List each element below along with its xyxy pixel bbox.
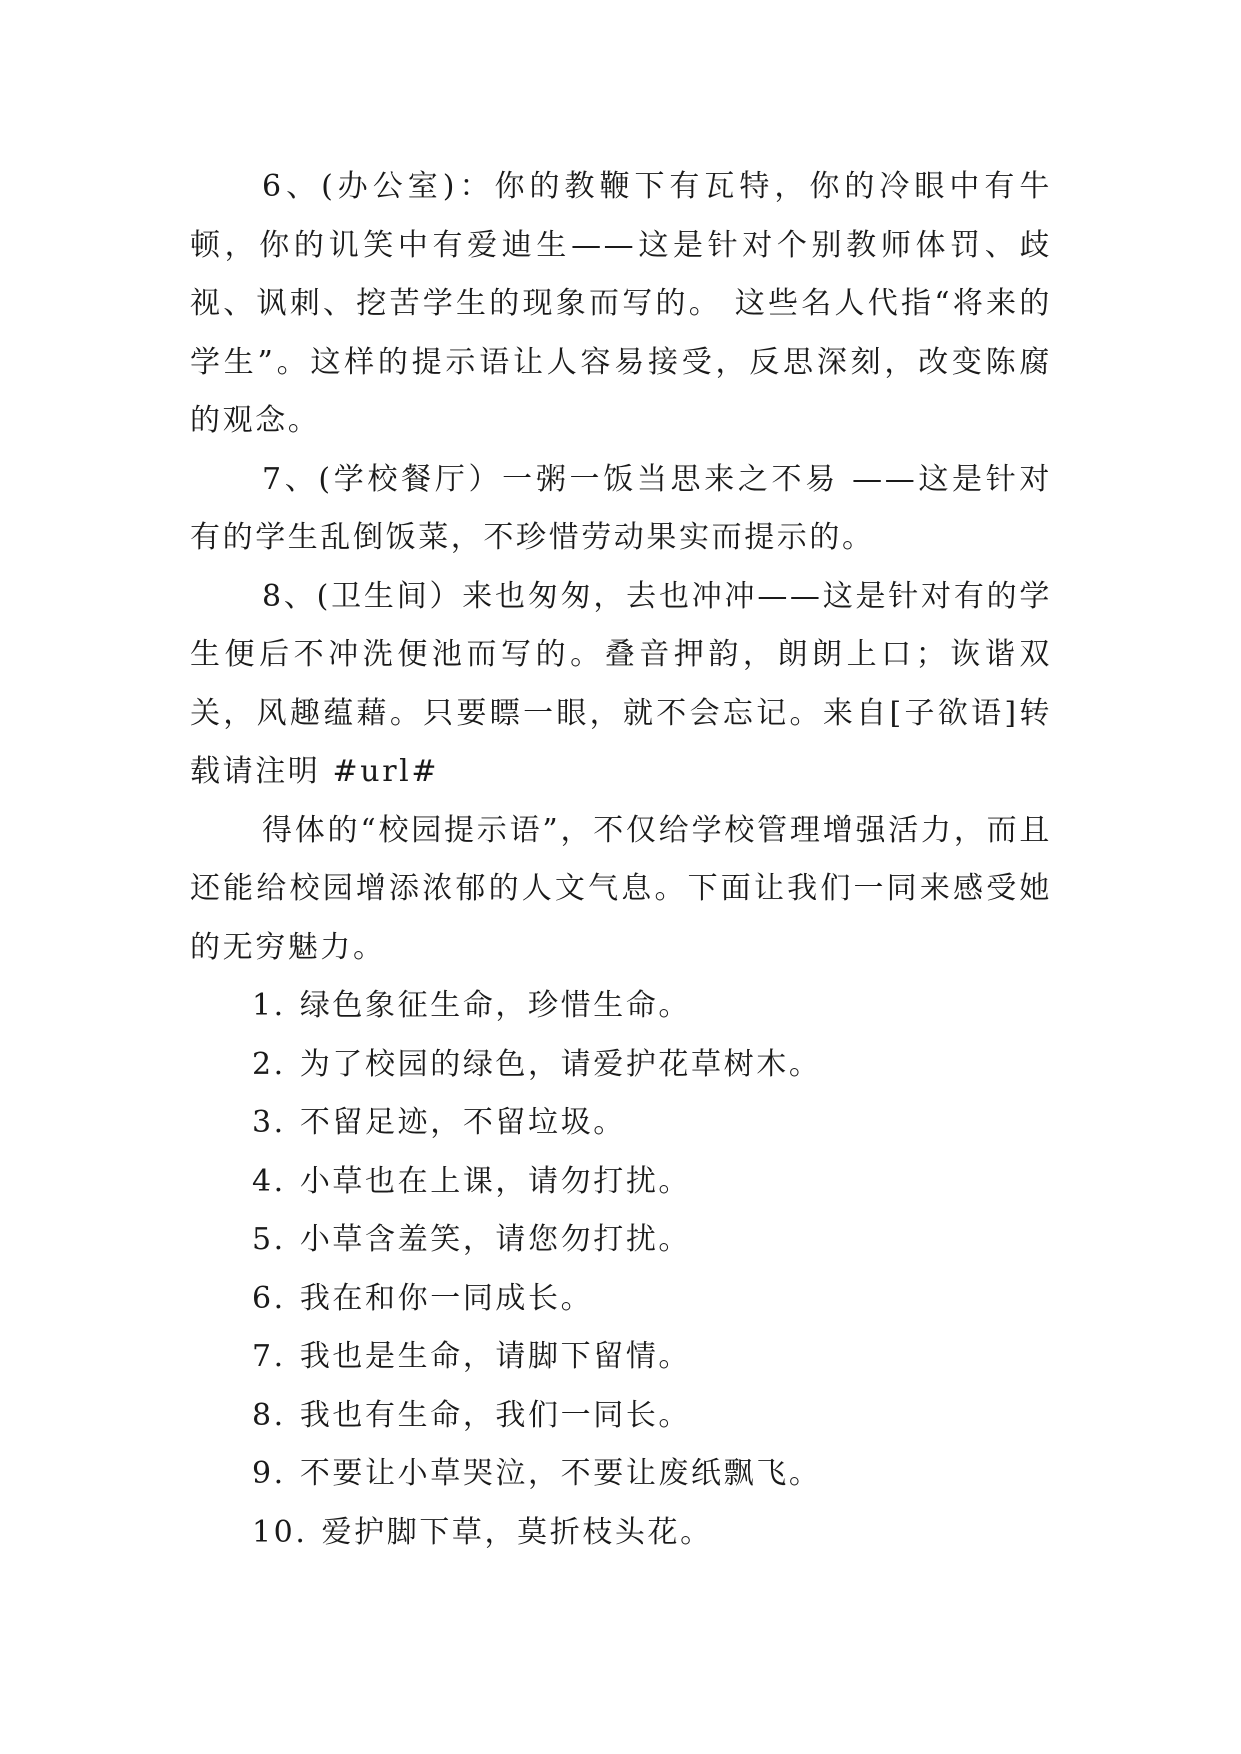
list-number: 6. <box>252 1280 286 1316</box>
list-item <box>190 1387 1052 1446</box>
list-text: 绿色象征生命，珍惜生命。 <box>299 988 692 1023</box>
list-number: 8. <box>252 1397 286 1433</box>
list-number: 7. <box>252 1339 286 1374</box>
slogan-list <box>190 977 1052 1562</box>
list-number: 9. <box>252 1456 286 1491</box>
list-text: 小草含羞笑，请您勿打扰。 <box>299 1222 692 1257</box>
list-item <box>190 1211 1052 1270</box>
list-item <box>190 1270 1052 1329</box>
list-item <box>190 1036 1052 1095</box>
list-number: 1. <box>252 988 286 1023</box>
list-number: 5. <box>252 1222 286 1257</box>
document-page <box>190 158 1052 1562</box>
list-number: 3. <box>252 1105 286 1140</box>
list-text: 小草也在上课，请勿打扰。 <box>299 1163 692 1199</box>
list-item <box>190 1445 1052 1504</box>
list-item <box>190 977 1052 1036</box>
paragraph-restroom: 8、(卫生间）来也匆匆，去也冲冲——这是针对有的学生便后不冲洗便池而写的。叠音押韵，朗朗上口；诙谐双关，风趣蕴藉。只要瞟一眼，就不会忘记。来自[子欲语]转载请注明 #url# <box>190 578 1052 789</box>
list-text: 我在和你一同成长。 <box>299 1280 594 1316</box>
list-item <box>190 1328 1052 1387</box>
paragraph-office: 6、(办公室)：你的教鞭下有瓦特，你的冷眼中有牛顿，你的讥笑中有爱迪生——这是针对个别教师体罚、歧视、讽刺、挖苦学生的现象而写的。 这些名人代指“将来的学生”。这样的提示语让人容易接受，反思深刻，改变陈腐的观念。 <box>190 169 1052 438</box>
list-text: 我也是生命，请脚下留情。 <box>299 1339 692 1374</box>
list-text: 不留足迹，不留垃圾。 <box>299 1105 626 1140</box>
paragraph-canteen: 7、(学校餐厅）一粥一饭当思来之不易 ——这是针对有的学生乱倒饭菜，不珍惜劳动果实而提示的。 <box>190 461 1052 555</box>
paragraph-intro: 得体的“校园提示语”，不仅给学校管理增强活力，而且还能给校园增添浓郁的人文气息。下面让我们一同来感受她的无穷魅力。 <box>190 812 1052 965</box>
list-item <box>190 1504 1052 1563</box>
list-number: 10. <box>252 1514 308 1550</box>
list-number: 4. <box>252 1163 286 1199</box>
list-item <box>190 1153 1052 1212</box>
list-number: 2. <box>252 1046 286 1082</box>
list-text: 爱护脚下草，莫折枝头花。 <box>321 1514 713 1550</box>
list-text: 为了校园的绿色，请爱护花草树木。 <box>299 1046 822 1082</box>
list-item <box>190 1094 1052 1153</box>
list-text: 我也有生命，我们一同长。 <box>299 1397 692 1433</box>
list-text: 不要让小草哭泣，不要让废纸飘飞。 <box>299 1456 822 1491</box>
